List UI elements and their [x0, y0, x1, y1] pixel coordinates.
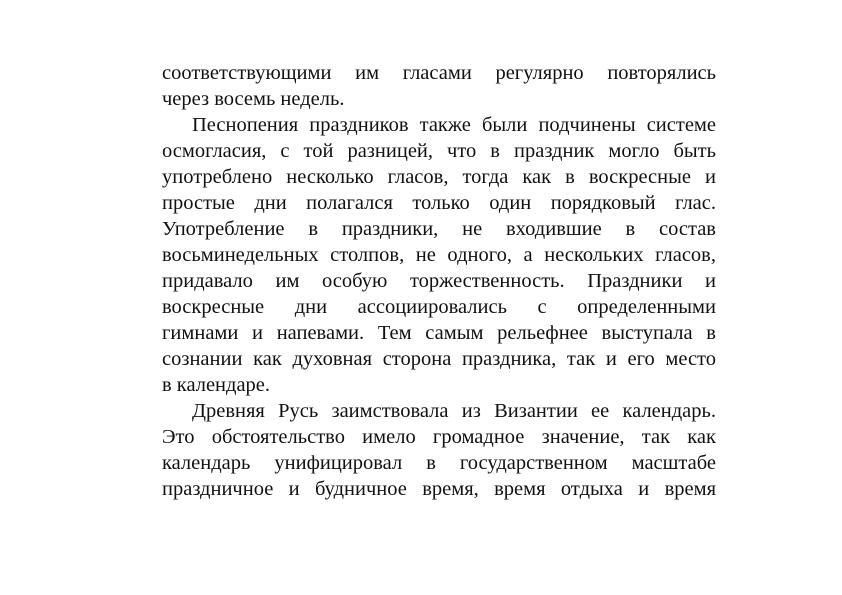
text-line: в календаре.: [162, 374, 271, 396]
text-line: соответствующими им гласами регулярно повторялись: [162, 62, 716, 84]
text-line: употреблено несколько гласов, тогда как в воскресные и: [162, 166, 716, 188]
paragraph-2: [162, 112, 716, 398]
text-line: воскресные дни ассоциировались с определенными: [162, 296, 716, 318]
text-line: Песнопения праздников также были подчинены системе: [192, 114, 716, 136]
text-line: осмогласия, с той разницей, что в праздник могло быть: [162, 140, 716, 162]
text-line: Это обстоятельство имело громадное значение, так как: [162, 426, 716, 448]
text-line: сознании как духовная сторона праздника, так и его место: [162, 348, 716, 370]
paragraph-1: [162, 60, 716, 112]
text-line: праздничное и будничное время, время отдыха и время: [162, 478, 716, 500]
paragraph-3: [162, 398, 716, 502]
text-line: гимнами и напевами. Тем самым рельефнее выступала в: [162, 322, 716, 344]
text-line: восьминедельных столпов, не одного, а нескольких гласов,: [162, 244, 716, 266]
text-line: простые дни полагался только один порядковый глас.: [162, 192, 716, 214]
text-line: придавало им особую торжественность. Праздники и: [162, 270, 716, 292]
text-line: Употребление в праздники, не входившие в состав: [162, 218, 716, 240]
text-line: календарь унифицировал в государственном масштабе: [162, 452, 716, 474]
text-line: через восемь недель.: [162, 88, 345, 110]
document-body: [162, 60, 716, 502]
text-line: Древняя Русь заимствовала из Византии ее календарь.: [192, 400, 716, 422]
